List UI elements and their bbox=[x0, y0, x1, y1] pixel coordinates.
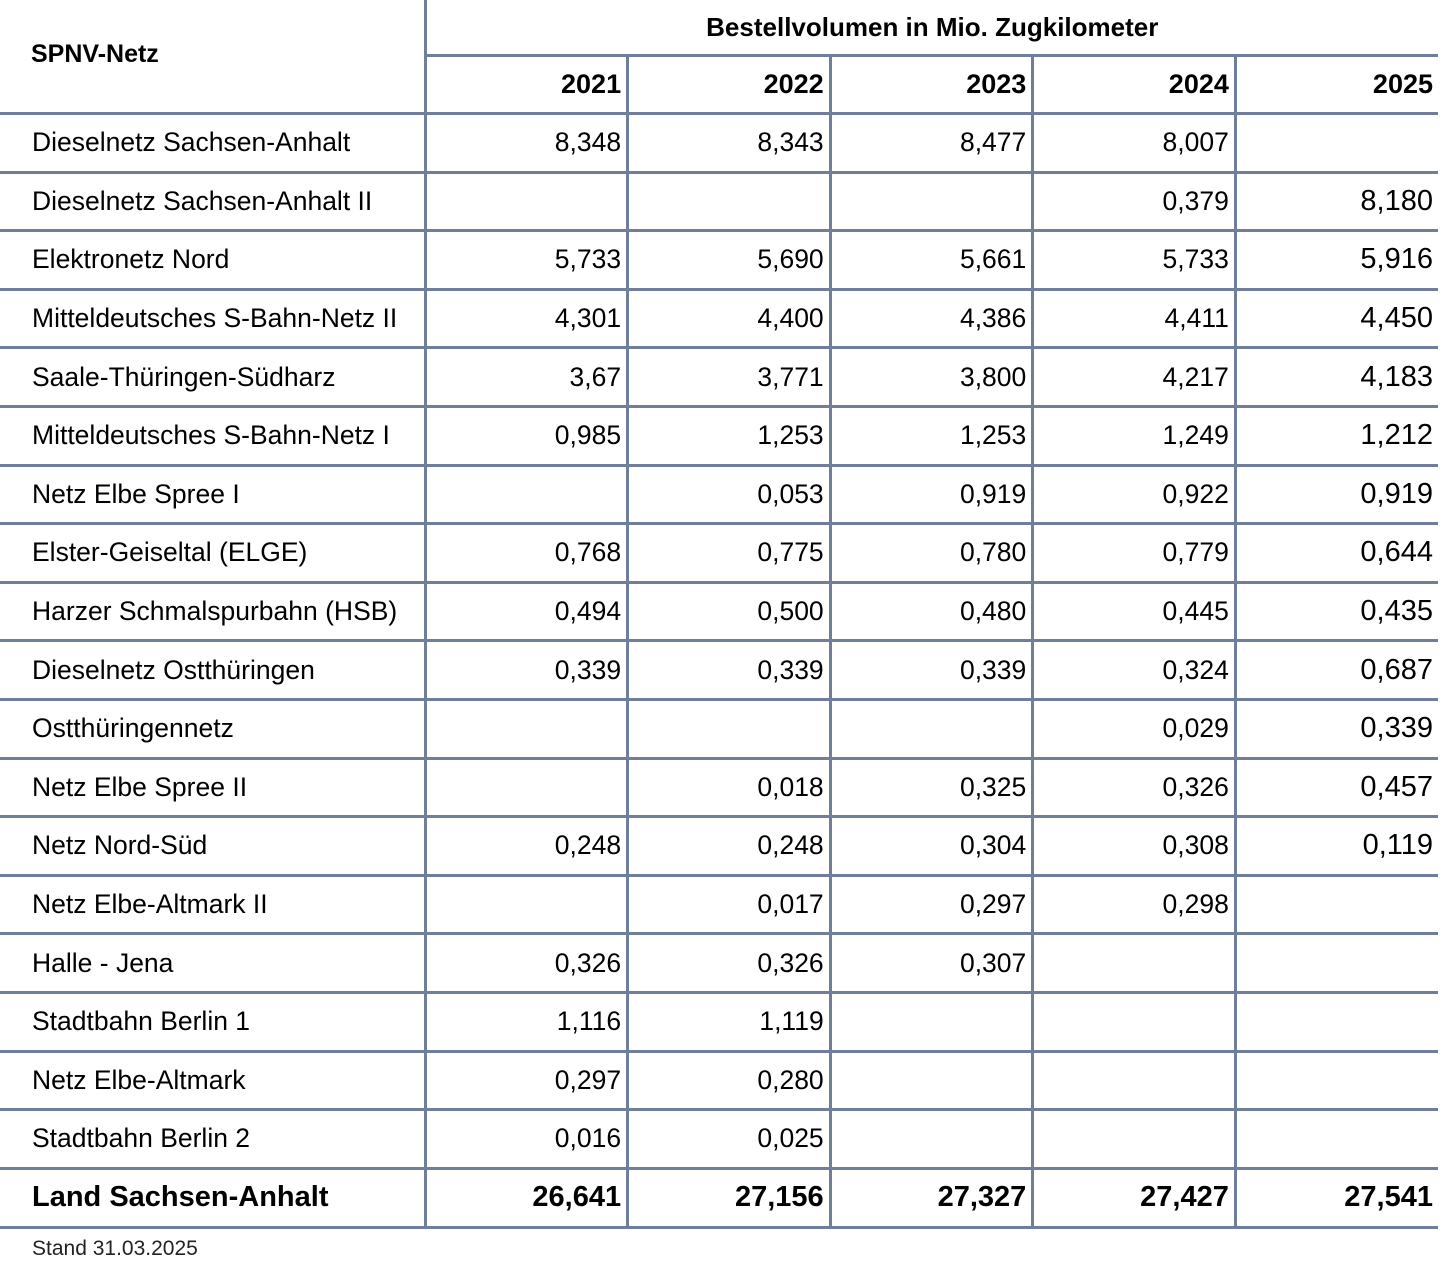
volume-cell-2025 bbox=[1235, 1110, 1438, 1169]
volume-cell-2023: 0,325 bbox=[830, 758, 1033, 817]
network-name-cell: Elster-Geiseltal (ELGE) bbox=[0, 524, 425, 583]
volume-cell-2024: 4,411 bbox=[1033, 289, 1236, 348]
table-row bbox=[0, 992, 1438, 1051]
footnote-date: Stand 31.03.2025 bbox=[32, 1237, 198, 1260]
year-header-2025: 2025 bbox=[1235, 56, 1438, 114]
volume-cell-2022: 27,156 bbox=[628, 1168, 831, 1227]
volume-cell-2025: 0,119 bbox=[1235, 817, 1438, 876]
network-name-cell: Elektronetz Nord bbox=[0, 231, 425, 290]
volume-cell-2024 bbox=[1033, 1051, 1236, 1110]
volume-cell-2024: 4,217 bbox=[1033, 348, 1236, 407]
volume-cell-2025: 8,180 bbox=[1235, 172, 1438, 231]
table-row bbox=[0, 934, 1438, 993]
volume-cell-2021: 0,985 bbox=[425, 406, 628, 465]
volume-cell-2023: 0,919 bbox=[830, 465, 1033, 524]
volume-cell-2025: 0,687 bbox=[1235, 641, 1438, 700]
volume-cell-2022: 0,018 bbox=[628, 758, 831, 817]
table-row bbox=[0, 758, 1438, 817]
volume-cell-2023: 0,339 bbox=[830, 641, 1033, 700]
volume-cell-2024 bbox=[1033, 992, 1236, 1051]
volume-cell-2024: 0,298 bbox=[1033, 875, 1236, 934]
volume-cell-2025: 0,644 bbox=[1235, 524, 1438, 583]
network-name-cell: Netz Elbe Spree II bbox=[0, 758, 425, 817]
volume-cell-2025: 1,212 bbox=[1235, 406, 1438, 465]
volume-cell-2022: 0,053 bbox=[628, 465, 831, 524]
order-volume-group-header: Bestellvolumen in Mio. Zugkilometer bbox=[425, 0, 1438, 56]
volume-cell-2025: 4,183 bbox=[1235, 348, 1438, 407]
volume-cell-2024: 0,445 bbox=[1033, 582, 1236, 641]
volume-cell-2021: 0,297 bbox=[425, 1051, 628, 1110]
volume-cell-2022 bbox=[628, 172, 831, 231]
table-header bbox=[0, 0, 1438, 114]
volume-cell-2024: 0,326 bbox=[1033, 758, 1236, 817]
volume-cell-2023: 27,327 bbox=[830, 1168, 1033, 1227]
table-row bbox=[0, 1051, 1438, 1110]
network-column-header: SPNV-Netz bbox=[0, 0, 425, 114]
volume-cell-2023 bbox=[830, 172, 1033, 231]
volume-cell-2025 bbox=[1235, 114, 1438, 173]
volume-cell-2021 bbox=[425, 172, 628, 231]
volume-cell-2021 bbox=[425, 875, 628, 934]
volume-cell-2022: 0,017 bbox=[628, 875, 831, 934]
table-row bbox=[0, 172, 1438, 231]
volume-cell-2022: 0,025 bbox=[628, 1110, 831, 1169]
year-header-2021: 2021 bbox=[425, 56, 628, 114]
year-header-2023: 2023 bbox=[830, 56, 1033, 114]
volume-cell-2024: 0,922 bbox=[1033, 465, 1236, 524]
table-row bbox=[0, 875, 1438, 934]
volume-cell-2021: 8,348 bbox=[425, 114, 628, 173]
table-row bbox=[0, 231, 1438, 290]
volume-cell-2021: 4,301 bbox=[425, 289, 628, 348]
volume-cell-2023: 0,780 bbox=[830, 524, 1033, 583]
volume-cell-2023 bbox=[830, 1110, 1033, 1169]
volume-cell-2021: 3,67 bbox=[425, 348, 628, 407]
volume-cell-2022: 8,343 bbox=[628, 114, 831, 173]
network-name-cell: Dieselnetz Sachsen-Anhalt II bbox=[0, 172, 425, 231]
table-row bbox=[0, 817, 1438, 876]
volume-cell-2024: 0,379 bbox=[1033, 172, 1236, 231]
volume-cell-2022: 0,248 bbox=[628, 817, 831, 876]
volume-cell-2022: 0,500 bbox=[628, 582, 831, 641]
volume-cell-2023: 4,386 bbox=[830, 289, 1033, 348]
volume-cell-2021: 5,733 bbox=[425, 231, 628, 290]
table-row bbox=[0, 348, 1438, 407]
volume-cell-2024 bbox=[1033, 934, 1236, 993]
volume-cell-2022: 1,253 bbox=[628, 406, 831, 465]
volume-cell-2021: 26,641 bbox=[425, 1168, 628, 1227]
network-name-cell: Dieselnetz Sachsen-Anhalt bbox=[0, 114, 425, 173]
volume-cell-2024: 8,007 bbox=[1033, 114, 1236, 173]
network-name-cell: Land Sachsen-Anhalt bbox=[0, 1168, 425, 1227]
volume-cell-2025 bbox=[1235, 992, 1438, 1051]
network-name-cell: Stadtbahn Berlin 2 bbox=[0, 1110, 425, 1169]
table-row bbox=[0, 465, 1438, 524]
total-row bbox=[0, 1168, 1438, 1227]
volume-cell-2021: 1,116 bbox=[425, 992, 628, 1051]
table-body bbox=[0, 114, 1438, 1228]
volume-cell-2023: 0,307 bbox=[830, 934, 1033, 993]
volume-cell-2023: 0,297 bbox=[830, 875, 1033, 934]
table-row bbox=[0, 1110, 1438, 1169]
volume-cell-2021 bbox=[425, 699, 628, 758]
volume-cell-2024: 1,249 bbox=[1033, 406, 1236, 465]
volume-cell-2024: 27,427 bbox=[1033, 1168, 1236, 1227]
volume-cell-2022: 3,771 bbox=[628, 348, 831, 407]
network-name-cell: Halle - Jena bbox=[0, 934, 425, 993]
table-row bbox=[0, 641, 1438, 700]
year-header-2024: 2024 bbox=[1033, 56, 1236, 114]
network-name-cell: Netz Elbe Spree I bbox=[0, 465, 425, 524]
network-name-cell: Mitteldeutsches S-Bahn-Netz II bbox=[0, 289, 425, 348]
volume-cell-2025: 0,339 bbox=[1235, 699, 1438, 758]
volume-cell-2021: 0,326 bbox=[425, 934, 628, 993]
network-name-cell: Ostthüringennetz bbox=[0, 699, 425, 758]
network-name-cell: Harzer Schmalspurbahn (HSB) bbox=[0, 582, 425, 641]
volume-cell-2025: 27,541 bbox=[1235, 1168, 1438, 1227]
volume-cell-2025: 0,435 bbox=[1235, 582, 1438, 641]
volume-cell-2024: 0,308 bbox=[1033, 817, 1236, 876]
network-name-cell: Netz Elbe-Altmark II bbox=[0, 875, 425, 934]
volume-cell-2022: 0,280 bbox=[628, 1051, 831, 1110]
volume-cell-2023 bbox=[830, 992, 1033, 1051]
year-header-2022: 2022 bbox=[628, 56, 831, 114]
volume-cell-2022: 5,690 bbox=[628, 231, 831, 290]
volume-cell-2022: 0,775 bbox=[628, 524, 831, 583]
network-name-cell: Mitteldeutsches S-Bahn-Netz I bbox=[0, 406, 425, 465]
table-row bbox=[0, 289, 1438, 348]
volume-cell-2025: 0,919 bbox=[1235, 465, 1438, 524]
volume-cell-2023: 8,477 bbox=[830, 114, 1033, 173]
volume-cell-2022: 0,326 bbox=[628, 934, 831, 993]
volume-cell-2021: 0,494 bbox=[425, 582, 628, 641]
volume-cell-2023 bbox=[830, 1051, 1033, 1110]
volume-cell-2022: 4,400 bbox=[628, 289, 831, 348]
volume-cell-2025: 0,457 bbox=[1235, 758, 1438, 817]
volume-cell-2024: 0,779 bbox=[1033, 524, 1236, 583]
volume-cell-2021: 0,248 bbox=[425, 817, 628, 876]
table-row bbox=[0, 524, 1438, 583]
network-name-cell: Saale-Thüringen-Südharz bbox=[0, 348, 425, 407]
volume-cell-2025 bbox=[1235, 875, 1438, 934]
volume-cell-2021 bbox=[425, 465, 628, 524]
network-name-cell: Netz Nord-Süd bbox=[0, 817, 425, 876]
volume-cell-2021: 0,016 bbox=[425, 1110, 628, 1169]
volume-cell-2022: 0,339 bbox=[628, 641, 831, 700]
volume-cell-2023: 0,480 bbox=[830, 582, 1033, 641]
table-row bbox=[0, 699, 1438, 758]
table-row bbox=[0, 406, 1438, 465]
volume-cell-2024: 5,733 bbox=[1033, 231, 1236, 290]
volume-cell-2024 bbox=[1033, 1110, 1236, 1169]
network-name-cell: Dieselnetz Ostthüringen bbox=[0, 641, 425, 700]
volume-cell-2023 bbox=[830, 699, 1033, 758]
volume-cell-2025: 4,450 bbox=[1235, 289, 1438, 348]
volume-cell-2024: 0,029 bbox=[1033, 699, 1236, 758]
volume-cell-2025 bbox=[1235, 934, 1438, 993]
volume-cell-2025 bbox=[1235, 1051, 1438, 1110]
volume-cell-2021: 0,339 bbox=[425, 641, 628, 700]
network-name-cell: Netz Elbe-Altmark bbox=[0, 1051, 425, 1110]
volume-cell-2022: 1,119 bbox=[628, 992, 831, 1051]
table-row bbox=[0, 582, 1438, 641]
volume-cell-2023: 1,253 bbox=[830, 406, 1033, 465]
volume-cell-2024: 0,324 bbox=[1033, 641, 1236, 700]
volume-cell-2023: 5,661 bbox=[830, 231, 1033, 290]
table-row bbox=[0, 114, 1438, 173]
volume-cell-2023: 0,304 bbox=[830, 817, 1033, 876]
volume-cell-2025: 5,916 bbox=[1235, 231, 1438, 290]
volume-cell-2023: 3,800 bbox=[830, 348, 1033, 407]
volume-cell-2021: 0,768 bbox=[425, 524, 628, 583]
network-name-cell: Stadtbahn Berlin 1 bbox=[0, 992, 425, 1051]
volume-cell-2021 bbox=[425, 758, 628, 817]
volume-cell-2022 bbox=[628, 699, 831, 758]
